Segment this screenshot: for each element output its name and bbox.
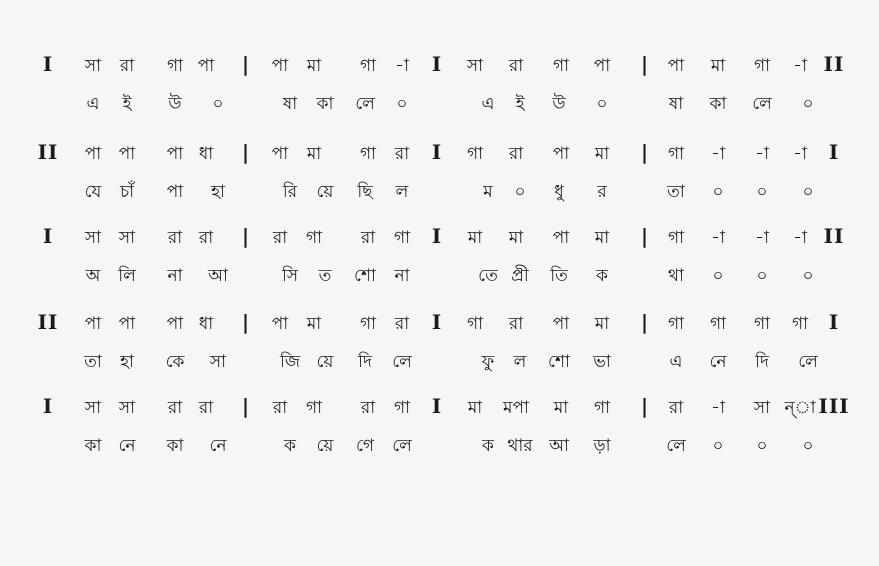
swara-note: গা [466, 144, 484, 164]
swara-note: মা [508, 228, 524, 248]
lyric-syllable: লে [392, 436, 412, 456]
swara-note: গা [552, 56, 570, 76]
lyric-syllable: কা [166, 436, 184, 456]
lyric-syllable: ল [513, 352, 527, 372]
lyric-syllable: ০ [802, 266, 814, 286]
swara-note: পা [552, 314, 570, 334]
swara-note: রা [508, 314, 524, 334]
swara-note: মা [306, 144, 322, 164]
lyric-syllable: ০ [802, 94, 814, 114]
swara-note: -া [711, 144, 725, 164]
bar-line: I [42, 224, 54, 248]
lyric-syllable: লে [355, 94, 375, 114]
lyric-syllable: না [167, 266, 183, 286]
bar-line: III [818, 394, 850, 418]
swara-note: রা [272, 228, 288, 248]
lyric-syllable: ক [482, 436, 494, 456]
lyric-syllable: ই [122, 94, 132, 114]
swara-note: সা [753, 398, 771, 418]
lyric-syllable: ০ [396, 94, 408, 114]
lyric-syllable: নে [118, 436, 136, 456]
lyric-syllable: শো [548, 352, 570, 372]
lyric-syllable: ধু [554, 182, 564, 202]
swara-note: মা [306, 314, 322, 334]
bar-line: I [431, 310, 443, 334]
bar-line: I [431, 52, 443, 76]
bar-line: II [823, 52, 845, 76]
lyric-syllable: এ [669, 352, 683, 372]
swara-note: সা [466, 56, 484, 76]
notation-stanza [0, 310, 879, 396]
swara-note: রা [272, 398, 288, 418]
lyric-syllable: রি [282, 182, 298, 202]
swara-note: রা [508, 144, 524, 164]
swara-note: গা [359, 144, 377, 164]
lyric-syllable: প্রী [511, 266, 529, 286]
swara-note: রা [119, 56, 135, 76]
swara-note: মা [467, 228, 483, 248]
lyric-syllable: ০ [712, 436, 724, 456]
notation-stanza [0, 224, 879, 310]
lyric-syllable: ০ [596, 94, 608, 114]
bar-line: I [431, 394, 443, 418]
swara-note: সা [84, 56, 102, 76]
bar-line: II [37, 140, 59, 164]
bar-line: | [640, 224, 650, 248]
swara-note: সা [84, 398, 102, 418]
lyric-syllable: কা [316, 94, 334, 114]
lyric-syllable: লে [392, 352, 412, 372]
lyric-syllable: ল [395, 182, 409, 202]
bar-line: I [42, 394, 54, 418]
lyric-syllable: থার [507, 436, 533, 456]
lyric-syllable: শো [354, 266, 376, 286]
swara-note: মা [306, 56, 322, 76]
lyric-syllable: অ [85, 266, 101, 286]
swara-note: রা [167, 228, 183, 248]
swara-note: -া [755, 228, 769, 248]
lyric-syllable: ০ [212, 94, 224, 114]
lyric-syllable: তা [667, 182, 685, 202]
swara-note: রা [198, 398, 214, 418]
swara-note: রা [360, 398, 376, 418]
swara-note: গা [753, 56, 771, 76]
swara-note: -া [395, 56, 409, 76]
swara-note: গা [305, 398, 323, 418]
bar-line: I [828, 140, 840, 164]
swara-note: ন্া [784, 398, 816, 418]
swara-note: -া [755, 144, 769, 164]
swara-note: পা [271, 144, 289, 164]
swara-note: রা [167, 398, 183, 418]
swara-note: পা [84, 314, 102, 334]
swara-note: মা [594, 144, 610, 164]
swara-note: গা [305, 228, 323, 248]
swara-note: পা [118, 314, 136, 334]
lyric-syllable: ০ [802, 182, 814, 202]
notation-stanza [0, 394, 879, 480]
lyric-syllable: ক [596, 266, 608, 286]
swara-note: সা [118, 398, 136, 418]
lyric-syllable: ত [318, 266, 332, 286]
lyric-syllable: উ [168, 94, 182, 114]
swara-note: ধা [198, 314, 214, 334]
swara-note: রা [394, 314, 410, 334]
lyric-syllable: লে [666, 436, 686, 456]
lyric-syllable: কা [709, 94, 727, 114]
swara-note: পা [552, 228, 570, 248]
lyric-syllable: নে [709, 352, 727, 372]
swara-note: রা [668, 398, 684, 418]
swara-note: গা [466, 314, 484, 334]
lyric-syllable: জি [279, 352, 301, 372]
lyric-syllable: নে [209, 436, 227, 456]
swara-note: পা [84, 144, 102, 164]
lyric-syllable: তি [550, 266, 568, 286]
swara-note: রা [394, 144, 410, 164]
lyric-syllable: গে [355, 436, 375, 456]
swara-note: পা [271, 314, 289, 334]
swara-note: গা [667, 228, 685, 248]
swara-note: গা [359, 56, 377, 76]
lyric-syllable: য়ে [316, 436, 334, 456]
lyric-syllable: ০ [514, 182, 526, 202]
swara-note: মা [594, 314, 610, 334]
lyric-syllable: লে [798, 352, 818, 372]
lyric-syllable: উ [552, 94, 566, 114]
bar-line: I [431, 140, 443, 164]
swara-note: গা [166, 56, 184, 76]
lyric-syllable: হা [120, 352, 134, 372]
swara-note: রা [360, 228, 376, 248]
bar-line: | [640, 394, 650, 418]
swara-note: পা [552, 144, 570, 164]
swara-note: গা [359, 314, 377, 334]
lyric-syllable: থা [668, 266, 684, 286]
lyric-syllable: দি [755, 352, 769, 372]
lyric-syllable: চাঁ [119, 182, 135, 202]
bar-line: | [640, 140, 650, 164]
bar-line: | [640, 52, 650, 76]
lyric-syllable: ০ [756, 436, 768, 456]
swara-note: গা [393, 398, 411, 418]
swara-note: ধা [198, 144, 214, 164]
swara-note: গা [667, 144, 685, 164]
lyric-syllable: ০ [712, 182, 724, 202]
notation-stanza [0, 140, 879, 226]
lyric-syllable: না [394, 266, 410, 286]
lyric-syllable: ড়া [593, 436, 611, 456]
swara-note: সা [84, 228, 102, 248]
swara-note: গা [709, 314, 727, 334]
swara-note: গা [753, 314, 771, 334]
lyric-syllable: আ [208, 266, 228, 286]
swara-note: পা [166, 314, 184, 334]
bar-line: | [640, 310, 650, 334]
swara-note: পা [667, 56, 685, 76]
lyric-syllable: ক [284, 436, 296, 456]
lyric-syllable: ০ [802, 436, 814, 456]
lyric-syllable: লি [118, 266, 136, 286]
lyric-syllable: পা [166, 182, 184, 202]
swara-note: গা [667, 314, 685, 334]
lyric-syllable: সি [281, 266, 299, 286]
lyric-syllable: দি [358, 352, 372, 372]
swara-note: -া [711, 398, 725, 418]
swara-note: মপা [503, 398, 529, 418]
lyric-syllable: এ [481, 94, 495, 114]
lyric-syllable: যে [84, 182, 102, 202]
swara-note: -া [793, 56, 807, 76]
lyric-syllable: ছি [357, 182, 373, 202]
lyric-syllable: এ [86, 94, 100, 114]
lyric-syllable: ষা [282, 94, 298, 114]
swara-note: মা [467, 398, 483, 418]
lyric-syllable: ভা [593, 352, 611, 372]
lyric-syllable: লে [752, 94, 772, 114]
swara-note: সা [118, 228, 136, 248]
lyric-syllable: য়ে [316, 182, 334, 202]
swara-note: মা [594, 228, 610, 248]
swara-note: পা [118, 144, 136, 164]
swara-note: মা [710, 56, 726, 76]
lyric-syllable: কে [165, 352, 185, 372]
swara-note: গা [593, 398, 611, 418]
lyric-syllable: তে [478, 266, 498, 286]
lyric-syllable: ষা [668, 94, 684, 114]
bar-line: II [823, 224, 845, 248]
swara-note: রা [508, 56, 524, 76]
bar-line: | [241, 224, 251, 248]
bar-line: I [42, 52, 54, 76]
swara-note: পা [197, 56, 215, 76]
lyric-syllable: ০ [712, 266, 724, 286]
swara-note: গা [791, 314, 809, 334]
swara-note: পা [166, 144, 184, 164]
lyric-syllable: সা [209, 352, 227, 372]
lyric-syllable: ফু [481, 352, 495, 372]
lyric-syllable: আ [549, 436, 569, 456]
swara-note: -া [793, 144, 807, 164]
bar-line: I [431, 224, 443, 248]
swara-note: পা [271, 56, 289, 76]
swara-note: পা [593, 56, 611, 76]
notation-stanza [0, 52, 879, 138]
bar-line: | [241, 310, 251, 334]
swara-note: মা [553, 398, 569, 418]
bar-line: | [241, 52, 251, 76]
lyric-syllable: তা [84, 352, 102, 372]
bar-line: | [241, 140, 251, 164]
lyric-syllable: ০ [756, 182, 768, 202]
lyric-syllable: র [597, 182, 607, 202]
lyric-syllable: হা [211, 182, 225, 202]
swara-note: রা [198, 228, 214, 248]
swara-note: -া [793, 228, 807, 248]
lyric-syllable: ম [483, 182, 493, 202]
swara-note: -া [711, 228, 725, 248]
lyric-syllable: ই [515, 94, 525, 114]
bar-line: I [828, 310, 840, 334]
lyric-syllable: য়ে [316, 352, 334, 372]
bar-line: II [37, 310, 59, 334]
swara-note: গা [393, 228, 411, 248]
lyric-syllable: ০ [756, 266, 768, 286]
lyric-syllable: কা [84, 436, 102, 456]
bar-line: | [241, 394, 251, 418]
